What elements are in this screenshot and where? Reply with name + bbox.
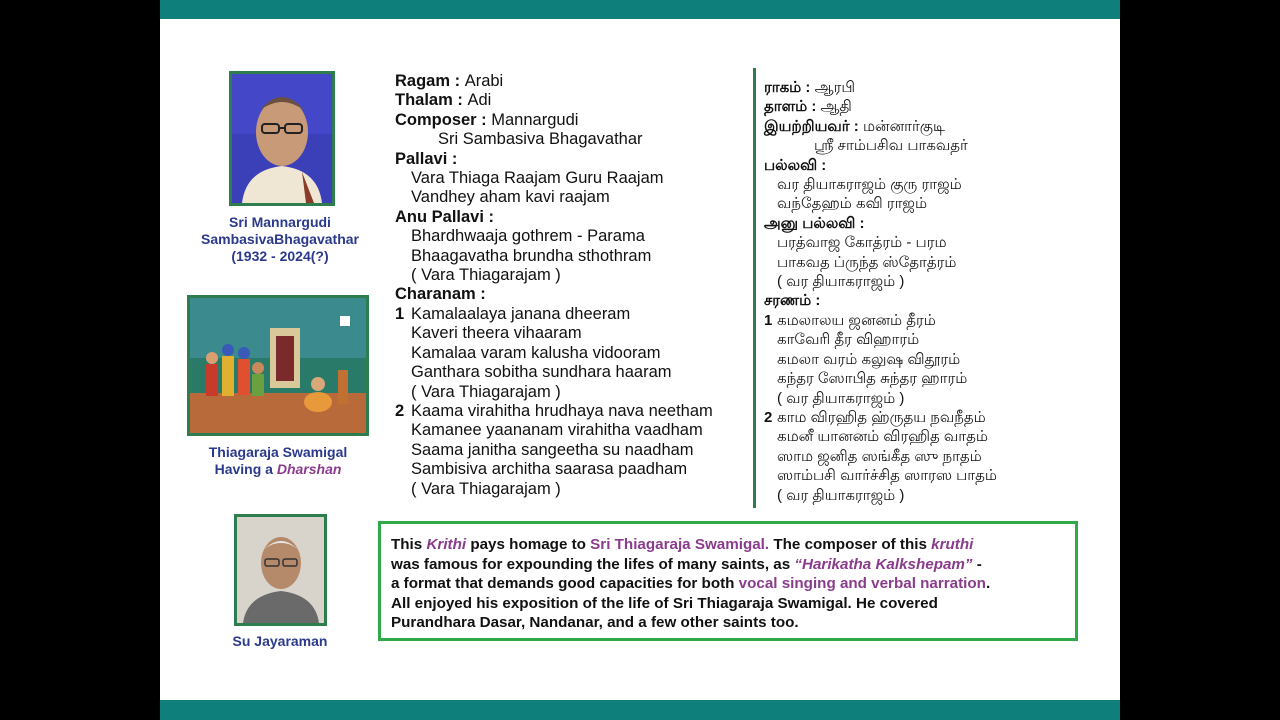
tamil-pallavi-line: வர தியாகராஜம் குரு ராஜம் (777, 176, 962, 194)
tamil-ragam-line (764, 78, 997, 97)
tamil-charanam1-line: கமலா வரம் கலுஷ விதூரம் (777, 350, 961, 368)
anupallavi-line: Bhaagavatha brundha sthothram (411, 246, 652, 265)
tamil-charanam1-line: ( வர தியாகராஜம் ) (777, 389, 905, 407)
darshan-painting (190, 298, 366, 433)
charanam1-number: 1 (395, 304, 405, 323)
composer-line-2: Sri Sambasiva Bhagavathar (438, 130, 643, 149)
tamil-charanam2-line: ( வர தியாகராஜம் ) (777, 486, 905, 504)
tamil-lyrics (764, 78, 997, 505)
note-krithi: Krithi (426, 536, 467, 553)
thalam-value: Adi (467, 91, 492, 110)
note-vocal-singing: vocal singing and verbal narration (738, 575, 986, 593)
charanam2-line: Sambisiva architha saarasa paadham (411, 460, 688, 479)
note-kruthi: kruthi (931, 536, 974, 553)
composer-label: Composer : (395, 110, 492, 129)
ragam-value: Arabi (464, 72, 504, 90)
tamil-charanam1-text: கமலாலய ஜனனம் தீரம் (777, 311, 936, 329)
tamil-pallavi-label: பல்லவி : (764, 156, 827, 174)
composer-caption-line1: Sri Mannargudi (229, 214, 331, 230)
composer-value: Mannargudi (491, 110, 579, 129)
tamil-ragam-value: ஆரபி (814, 79, 855, 96)
composer-caption (180, 214, 380, 265)
presenter-portrait (237, 517, 324, 623)
note-text: a format that demands good capacities for both (391, 575, 739, 593)
tamil-charanam1-line (764, 311, 997, 330)
anupallavi-line: Bhardhwaaja gothrem - Parama (411, 227, 645, 246)
note-text: was famous for expounding the lifes of many saints, as (391, 555, 795, 573)
anupallavi-line: ( Vara Thiagarajam ) (411, 266, 561, 285)
charanam2-number: 2 (395, 401, 405, 420)
composer-portrait (232, 74, 332, 203)
charanam1-line: Ganthara sobitha sundhara haaram (411, 363, 672, 382)
slide (160, 0, 1120, 720)
anupallavi-label: Anu Pallavi : (395, 207, 495, 226)
painting-caption-emphasis: Dharshan (276, 461, 342, 477)
note-text: pays homage to (466, 536, 591, 553)
tamil-charanam1-line: கந்தர ஸோபித சுந்தர ஹாரம் (777, 370, 968, 388)
top-bar (160, 0, 1120, 19)
tamil-charanam2-line (764, 408, 997, 427)
note-line-5: Purandhara Dasar, Nandanar, and a few other saints too. (391, 614, 799, 632)
composer-caption-line2: SambasivaBhagavathar (201, 231, 359, 247)
tamil-charanam2-line: கமனீ யானனம் விரஹித வாதம் (777, 428, 988, 446)
tamil-anupallavi-heading (764, 214, 997, 233)
painting-caption-text: Having a (214, 461, 277, 477)
charanam2-line: Saama janitha sangeetha su naadham (411, 440, 694, 459)
ragam-line (395, 72, 713, 91)
charanam1-line: Kamalaa varam kalusha vidooram (411, 343, 661, 362)
presenter-photo (234, 514, 327, 626)
thalam-label: Thalam : (395, 91, 468, 110)
note-line-4: All enjoyed his exposition of the life of Sri Thiagaraja Swamigal. He covered (391, 594, 938, 612)
charanam-label: Charanam : (395, 285, 486, 304)
tamil-charanam1-number: 1 (764, 311, 773, 329)
note-harikatha: “Harikatha Kalkshepam” (794, 555, 973, 573)
tamil-charanam2-line: ஸாம்பசி வார்ச்சித ஸாரஸ பாதம் (777, 467, 997, 485)
tamil-thalam-line (764, 97, 997, 116)
pallavi-label: Pallavi : (395, 149, 458, 168)
note-saint-name: Sri Thiagaraja Swamigal. (590, 536, 770, 553)
composer-caption-line3: (1932 - 2024(?) (231, 248, 329, 264)
tamil-anupallavi-line: ( வர தியாகராஜம் ) (777, 273, 905, 291)
tamil-ragam-label: ராகம் : (764, 79, 815, 96)
tamil-composer-value: மன்னார்குடி (862, 117, 945, 135)
charanam1-line (395, 305, 713, 324)
tamil-anupallavi-line: பரத்வாஜ கோத்ரம் - பரம (777, 234, 947, 252)
anupallavi-heading (395, 208, 713, 227)
tamil-composer-label: இயற்றியவர் : (764, 117, 863, 135)
note-line-2 (391, 555, 1065, 575)
painting-caption-line1: Thiagaraja Swamigal (208, 444, 348, 460)
note-text: - (972, 555, 982, 573)
english-lyrics (395, 72, 713, 499)
thalam-line (395, 91, 713, 110)
tamil-thalam-value: ஆதி (820, 98, 852, 116)
charanam2-line (395, 402, 713, 421)
note-text: . (985, 575, 991, 593)
tamil-charanam1-line: காவேரி தீர விஹாரம் (777, 331, 920, 349)
painting-caption-line2 (178, 461, 378, 478)
pallavi-heading (395, 150, 713, 169)
tamil-pallavi-heading (764, 156, 997, 175)
composer-line (395, 111, 713, 130)
composer-photo (229, 71, 335, 206)
charanam2-line: ( Vara Thiagarajam ) (411, 479, 561, 498)
tamil-charanam2-text: காம விரஹித ஹ்ருதய நவநீதம் (777, 408, 986, 426)
tamil-composer-line-2: ஸ்ரீ சாம்பசிவ பாகவதர் (814, 137, 968, 155)
note-text: The composer of this (769, 536, 932, 553)
tamil-charanam-heading (764, 291, 997, 310)
tamil-pallavi-line: வந்தேஹம் கவி ராஜம் (777, 195, 928, 213)
charanam1-text: Kamalaalaya janana dheeram (411, 304, 631, 323)
tamil-charanam2-number: 2 (764, 408, 773, 426)
ragam-label: Ragam : (395, 72, 465, 90)
charanam-heading (395, 285, 713, 304)
presenter-caption: Su Jayaraman (232, 633, 328, 649)
charanam2-text: Kaama virahitha hrudhaya nava neetham (411, 401, 713, 420)
pallavi-line: Vandhey aham kavi raajam (411, 188, 610, 207)
tamil-anupallavi-label: அனு பல்லவி : (764, 214, 865, 232)
tamil-thalam-label: தாளம் : (764, 98, 821, 116)
column-divider (753, 68, 756, 508)
note-text: This (391, 536, 427, 553)
tamil-anupallavi-line: பாகவத ப்ருந்த ஸ்தோத்ரம் (777, 253, 957, 271)
tamil-composer-line (764, 117, 997, 136)
tamil-charanam-label: சரணம் : (764, 292, 821, 310)
bottom-bar (160, 700, 1120, 720)
note-line-3 (391, 574, 1065, 594)
tamil-charanam2-line: ஸாம ஜனித ஸங்கீத ஸு நாதம் (777, 447, 982, 465)
charanam2-line: Kamanee yaananam virahitha vaadham (411, 421, 703, 440)
painting-image (187, 295, 369, 436)
painting-caption (178, 444, 378, 478)
pallavi-line: Vara Thiaga Raajam Guru Raajam (411, 169, 664, 188)
note-box (378, 521, 1078, 641)
note-line-1 (391, 535, 1065, 555)
charanam1-line: ( Vara Thiagarajam ) (411, 382, 561, 401)
charanam1-line: Kaveri theera vihaaram (411, 324, 582, 343)
